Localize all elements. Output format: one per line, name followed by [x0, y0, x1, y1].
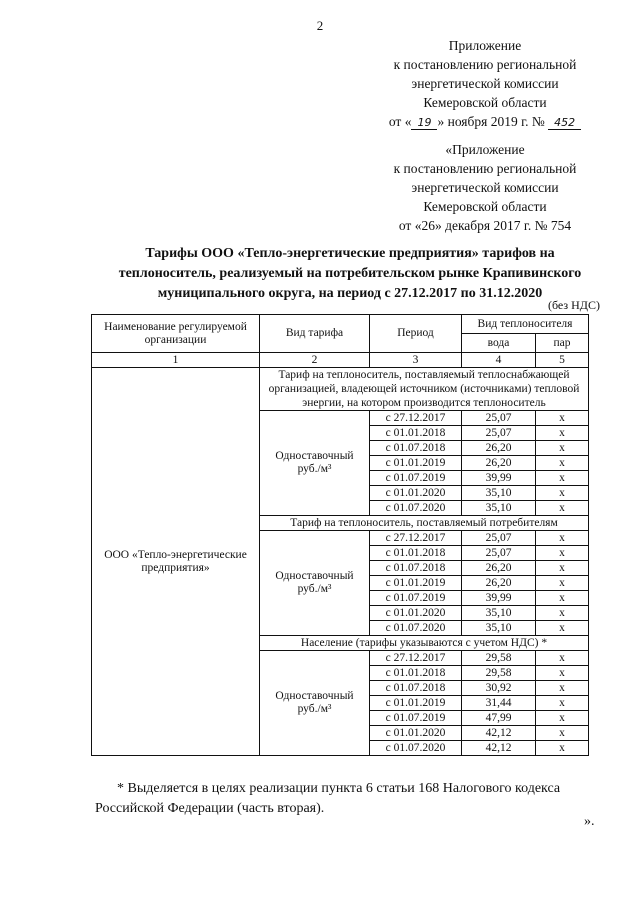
steam-cell: х — [536, 411, 589, 426]
appendix-line: энергетической комиссии — [411, 76, 559, 91]
period-cell: с 01.01.2019 — [370, 696, 462, 711]
column-number: 4 — [462, 353, 536, 368]
tariff-table — [91, 314, 589, 756]
period-cell: с 27.12.2017 — [370, 531, 462, 546]
appendix-line: Приложение — [448, 38, 522, 53]
steam-cell: х — [536, 576, 589, 591]
water-cell: 39,99 — [462, 591, 536, 606]
appendix-header-original — [370, 140, 600, 235]
appendix-line: к постановлению региональной — [393, 57, 577, 72]
steam-cell: х — [536, 486, 589, 501]
period-cell: с 01.07.2020 — [370, 501, 462, 516]
steam-cell: х — [536, 501, 589, 516]
header-carrier: Вид теплоносителя — [462, 315, 589, 334]
header-period: Период — [370, 315, 462, 353]
closing-quote: ». — [584, 814, 595, 829]
water-cell: 35,10 — [462, 501, 536, 516]
steam-cell: х — [536, 531, 589, 546]
appendix-line: Кемеровской области — [423, 199, 547, 214]
water-cell: 26,20 — [462, 441, 536, 456]
column-number: 1 — [92, 353, 260, 368]
header-water: вода — [462, 334, 536, 353]
water-cell: 25,07 — [462, 411, 536, 426]
section-heading: Тариф на теплоноситель, поставляемый теплоснабжающей организацией, владеющей источником (источниками) тепловой энергии, на котором производится теплоноситель — [260, 368, 589, 411]
handwritten-day: 19 — [411, 116, 437, 130]
period-cell: с 01.01.2020 — [370, 486, 462, 501]
water-cell: 47,99 — [462, 711, 536, 726]
title-line: Тарифы ООО «Тепло-энергетические предприятия» тарифов на — [145, 246, 555, 261]
period-cell: с 01.07.2020 — [370, 741, 462, 756]
period-cell: с 01.07.2020 — [370, 621, 462, 636]
water-cell: 29,58 — [462, 651, 536, 666]
vat-note: (без НДС) — [547, 298, 600, 312]
water-cell: 25,07 — [462, 546, 536, 561]
tariff-unit: руб./м³ — [297, 703, 332, 715]
water-cell: 25,07 — [462, 426, 536, 441]
steam-cell: х — [536, 456, 589, 471]
period-cell: с 01.07.2019 — [370, 711, 462, 726]
water-cell: 31,44 — [462, 696, 536, 711]
steam-cell: х — [536, 621, 589, 636]
document-title — [95, 244, 605, 304]
steam-cell: х — [536, 666, 589, 681]
tariff-type-cell — [260, 411, 370, 516]
period-cell: с 01.01.2020 — [370, 726, 462, 741]
tariff-unit: руб./м³ — [297, 583, 332, 595]
period-cell: с 01.01.2018 — [370, 666, 462, 681]
water-cell: 29,58 — [462, 666, 536, 681]
appendix-line: от «26» декабря 2017 г. № 754 — [398, 218, 572, 233]
appendix-line: к постановлению региональной — [393, 161, 577, 176]
period-cell: с 01.01.2020 — [370, 606, 462, 621]
water-cell: 42,12 — [462, 741, 536, 756]
period-cell: с 01.07.2019 — [370, 471, 462, 486]
steam-cell: х — [536, 681, 589, 696]
steam-cell: х — [536, 471, 589, 486]
period-cell: с 01.01.2018 — [370, 546, 462, 561]
organization-name: ООО «Тепло-энергетические предприятия» — [92, 368, 260, 756]
date-prefix: от « — [388, 114, 412, 129]
appendix-date-line — [370, 112, 600, 132]
water-cell: 26,20 — [462, 456, 536, 471]
page-number: 2 — [316, 18, 324, 33]
title-line: теплоноситель, реализуемый на потребительском рынке Крапивинского — [118, 266, 582, 281]
steam-cell: х — [536, 591, 589, 606]
steam-cell: х — [536, 546, 589, 561]
appendix-line: «Приложение — [445, 142, 525, 157]
steam-cell: х — [536, 441, 589, 456]
appendix-line: энергетической комиссии — [411, 180, 559, 195]
water-cell: 25,07 — [462, 531, 536, 546]
period-cell: с 01.07.2019 — [370, 591, 462, 606]
water-cell: 35,10 — [462, 486, 536, 501]
appendix-line: Кемеровской области — [423, 95, 547, 110]
tariff-type-label: Одноставочный — [275, 570, 354, 582]
water-cell: 39,99 — [462, 471, 536, 486]
period-cell: с 27.12.2017 — [370, 411, 462, 426]
period-cell: с 01.07.2018 — [370, 681, 462, 696]
tariff-unit: руб./м³ — [297, 463, 332, 475]
steam-cell: х — [536, 606, 589, 621]
footnote: * Выделяется в целях реализации пункта 6 статьи 168 Налогового кодекса Российской Федерации (часть вторая). — [95, 781, 561, 816]
water-cell: 35,10 — [462, 606, 536, 621]
period-cell: с 01.01.2018 — [370, 426, 462, 441]
steam-cell: х — [536, 711, 589, 726]
steam-cell: х — [536, 696, 589, 711]
steam-cell: х — [536, 741, 589, 756]
appendix-header-current — [370, 36, 600, 132]
steam-cell: х — [536, 651, 589, 666]
water-cell: 26,20 — [462, 561, 536, 576]
tariff-type-cell — [260, 651, 370, 756]
steam-cell: х — [536, 426, 589, 441]
period-cell: с 01.07.2018 — [370, 441, 462, 456]
column-number: 2 — [260, 353, 370, 368]
period-cell: с 27.12.2017 — [370, 651, 462, 666]
title-line: муниципального округа, на период с 27.12.2017 по 31.12.2020 — [157, 286, 543, 301]
header-steam: пар — [536, 334, 589, 353]
steam-cell: х — [536, 726, 589, 741]
tariff-type-cell — [260, 531, 370, 636]
column-number: 5 — [536, 353, 589, 368]
steam-cell: х — [536, 561, 589, 576]
date-middle: » ноября 2019 г. № — [437, 114, 545, 129]
tariff-type-label: Одноставочный — [275, 450, 354, 462]
section-heading: Население (тарифы указываются с учетом НДС) * — [260, 636, 589, 651]
column-number: 3 — [370, 353, 462, 368]
tariff-type-label: Одноставочный — [275, 690, 354, 702]
water-cell: 30,92 — [462, 681, 536, 696]
water-cell: 42,12 — [462, 726, 536, 741]
handwritten-number: 452 — [548, 116, 581, 130]
header-tariff-type: Вид тарифа — [260, 315, 370, 353]
header-org: Наименование регулируемой организации — [92, 315, 260, 353]
section-heading: Тариф на теплоноситель, поставляемый потребителям — [260, 516, 589, 531]
water-cell: 26,20 — [462, 576, 536, 591]
period-cell: с 01.01.2019 — [370, 576, 462, 591]
period-cell: с 01.01.2019 — [370, 456, 462, 471]
period-cell: с 01.07.2018 — [370, 561, 462, 576]
water-cell: 35,10 — [462, 621, 536, 636]
